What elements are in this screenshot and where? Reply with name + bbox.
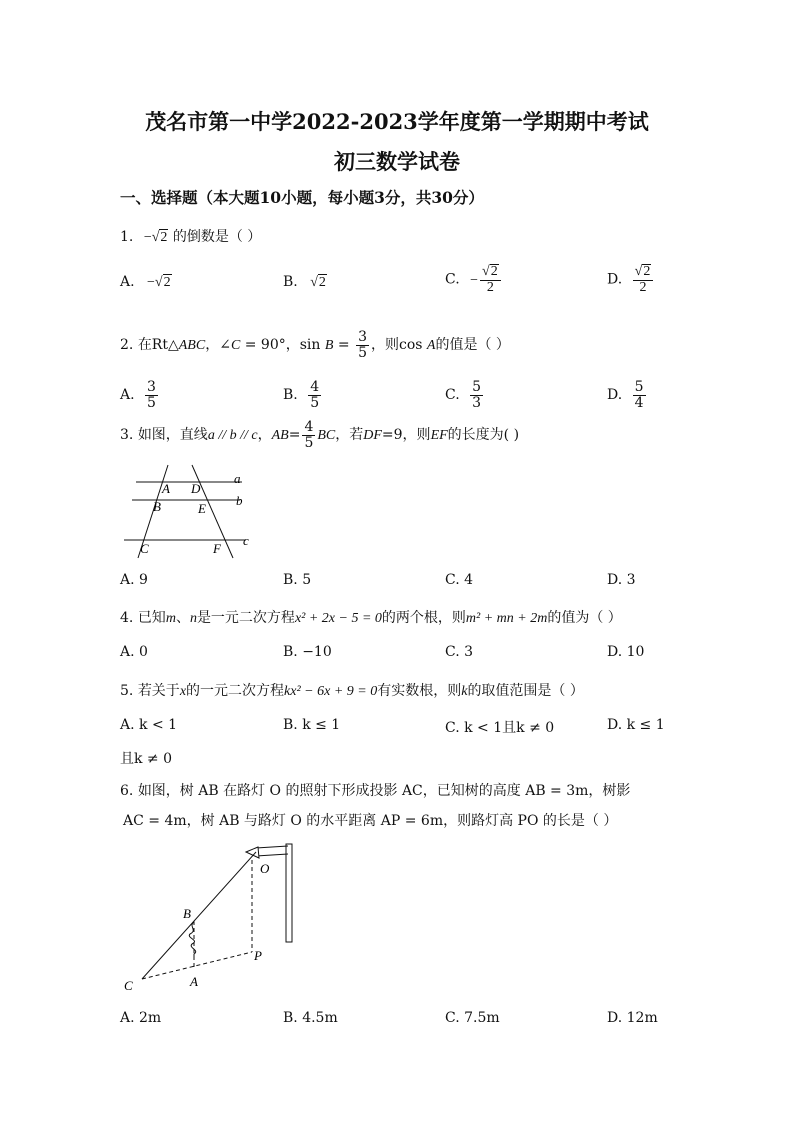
option-d: D. 12m bbox=[607, 1010, 658, 1026]
question-text: 的倒数是（ ） bbox=[172, 229, 262, 245]
option-c: C. 4 bbox=[445, 572, 474, 588]
option-d: D. 3 bbox=[607, 572, 636, 588]
option-c: C. 7.5m bbox=[445, 1010, 500, 1026]
option-a: A. 2m bbox=[120, 1010, 162, 1026]
question-5-stem: 5. 若关于x的一元二次方程kx² − 6x + 9 = 0有实数根，则k的取值范围是（ ） bbox=[120, 683, 584, 699]
street-lamp-figure bbox=[118, 838, 298, 994]
question-6-stem-line1: 6. 如图，树 AB 在路灯 O 的照射下形成投影 AC，已知树的高度 AB = 3m，树影 bbox=[120, 783, 631, 799]
question-1-stem bbox=[120, 226, 261, 246]
option-b: B. 4.5m bbox=[283, 1010, 338, 1026]
point-label-a: A bbox=[190, 974, 198, 989]
neg-sqrt-expression: −√2 bbox=[143, 230, 168, 245]
option-a: A. 9 bbox=[120, 572, 148, 588]
question-6-stem-line2: AC = 4m，树 AB 与路灯 O 的水平距离 AP = 6m，则路灯高 PO 的长是（ ） bbox=[123, 813, 618, 829]
option-b: B. −10 bbox=[283, 644, 332, 660]
point-label-a: A bbox=[162, 481, 170, 496]
option-d: D. $\frac{5}{4}$ bbox=[607, 379, 644, 411]
option-c: C. $\frac{5}{3}$ bbox=[445, 379, 482, 411]
line-label-c: c bbox=[243, 533, 249, 548]
option-d: D. 10 bbox=[607, 644, 645, 660]
point-label-c: C bbox=[140, 541, 149, 556]
option-c: C. − $\frac{√2}{2}$ bbox=[445, 264, 503, 295]
question-3-stem: 3. 如图，直线a // b // c，AB= $\frac{4}{5}$ BC，若DF=9，则EF的长度为( ) bbox=[120, 419, 520, 451]
point-label-b: B bbox=[183, 906, 191, 921]
tree-icon bbox=[189, 922, 195, 960]
parallel-lines-figure bbox=[118, 463, 263, 565]
option-b: B. √2 bbox=[283, 274, 326, 290]
option-b: B. $\frac{4}{5}$ bbox=[283, 379, 320, 411]
option-c: C. 3 bbox=[445, 644, 474, 660]
option-a: A. 0 bbox=[120, 644, 148, 660]
option-b: B. 5 bbox=[283, 572, 312, 588]
option-c: C. k < 1且k ≠ 0 bbox=[445, 720, 555, 736]
option-b: B. k ≤ 1 bbox=[283, 717, 341, 733]
point-label-c: C bbox=[124, 978, 133, 993]
line-label-a: a bbox=[234, 471, 241, 486]
question-2-stem: 2. 在Rt△ABC，∠C = 90°，sin B = $\frac{3}{5}$ ，则cos A的值是（ ） bbox=[120, 329, 510, 361]
option-d: D. k ≤ 1 bbox=[607, 717, 665, 733]
exam-title: 茂名市第一中学2022-2023学年度第一学期期中考试 bbox=[145, 109, 649, 134]
exam-subtitle: 初三数学试卷 bbox=[334, 149, 460, 174]
option-a: A. −√2 bbox=[120, 274, 171, 290]
section-heading: 一、选择题（本大题10小题，每小题3分，共30分） bbox=[120, 188, 484, 207]
point-label-e: E bbox=[198, 501, 206, 516]
line-label-b: b bbox=[236, 493, 243, 508]
option-d: D. $\frac{√2}{2}$ bbox=[607, 264, 655, 295]
question-number: 1. bbox=[120, 229, 134, 245]
point-label-o: O bbox=[260, 861, 270, 876]
option-d-continued: 且k ≠ 0 bbox=[120, 751, 173, 767]
question-4-stem: 4. 已知m、n是一元二次方程x² + 2x − 5 = 0的两个根，则m² + mn + 2m的值为（ ） bbox=[120, 610, 622, 626]
option-a: A. $\frac{3}{5}$ bbox=[120, 379, 156, 411]
point-label-p: P bbox=[254, 948, 262, 963]
point-label-f: F bbox=[213, 541, 221, 556]
option-a: A. k < 1 bbox=[120, 717, 178, 733]
point-label-b: B bbox=[153, 499, 161, 514]
point-label-d: D bbox=[191, 481, 201, 496]
